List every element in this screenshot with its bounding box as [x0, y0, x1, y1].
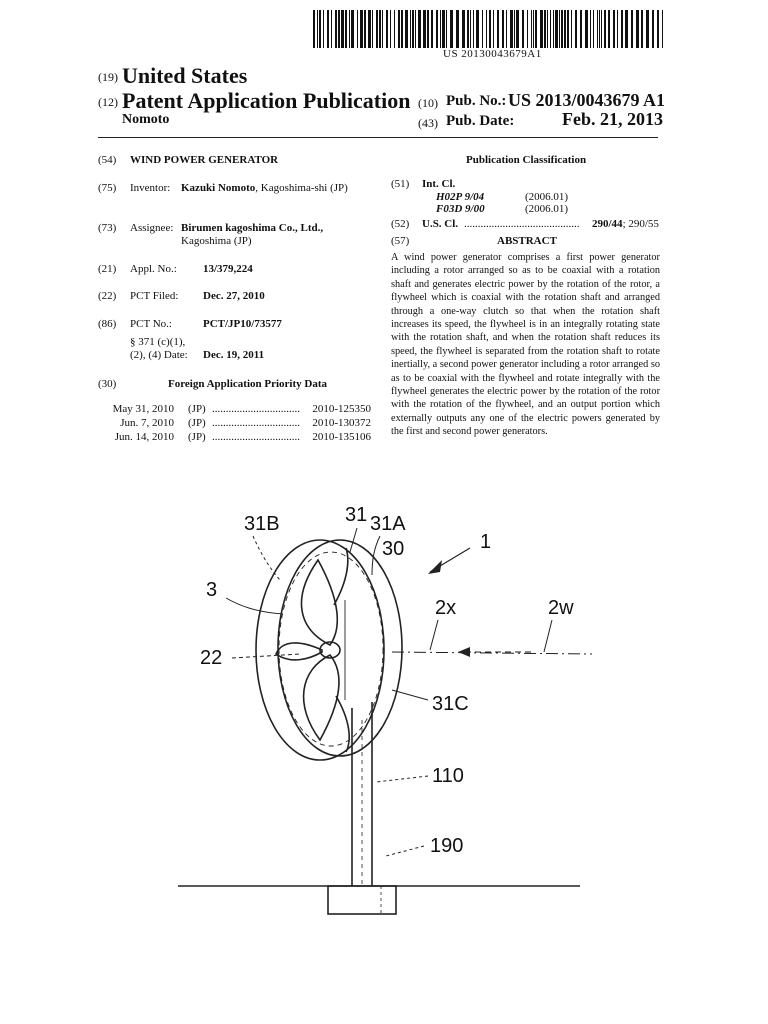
title-code: (54): [98, 154, 117, 166]
barcode-bar: [467, 10, 469, 48]
appl-no: 13/379,224: [203, 263, 253, 275]
label-3: 3: [206, 579, 218, 601]
barcode-bar: [599, 10, 600, 48]
barcode-bar: [564, 10, 566, 48]
barcode-bar: [379, 10, 381, 48]
blade-left: [276, 643, 322, 660]
barcode-bar: [575, 10, 577, 48]
assignee-location: Kagoshima (JP): [181, 235, 252, 247]
pub-date: Feb. 21, 2013: [562, 109, 663, 129]
barcode-bar: [510, 10, 513, 48]
pct-no-label: PCT No.:: [130, 318, 172, 330]
barcode-bar: [489, 10, 491, 48]
label-31: 31: [345, 504, 368, 526]
barcode-bar: [442, 10, 445, 48]
pct-no-code: (86): [98, 318, 117, 330]
barcode-bar: [657, 10, 659, 48]
abstract-title: ABSTRACT: [497, 235, 557, 247]
pct-no: PCT/JP10/73577: [203, 318, 282, 330]
barcode-bar: [405, 10, 408, 48]
barcode-bar: [431, 10, 433, 48]
label-110: 110: [432, 765, 464, 787]
pub-date-label: Pub. Date:: [446, 113, 515, 129]
priority-row: [98, 431, 371, 445]
barcode-bar: [625, 10, 628, 48]
appl-code: (21): [98, 263, 117, 275]
barcode-bar: [502, 10, 504, 48]
barcode-bar: [482, 10, 483, 48]
barcode-bar: [497, 10, 499, 48]
barcode-bar: [550, 10, 551, 48]
barcode-bar: [410, 10, 411, 48]
barcode-bar: [631, 10, 633, 48]
priority-row: [98, 403, 371, 417]
label-31B: 31B: [244, 513, 280, 535]
barcode-bar: [506, 10, 507, 48]
pub-no: US 2013/0043679 A1: [508, 90, 666, 110]
barcode-bar: [456, 10, 459, 48]
priority-row: [98, 417, 371, 431]
barcode-bar: [555, 10, 558, 48]
priority-title: Foreign Application Priority Data: [168, 378, 327, 390]
us-cl-secondary: ; 290/55: [622, 218, 659, 230]
label-2x: 2x: [435, 597, 457, 619]
barcode-bar: [317, 10, 318, 48]
priority-date: Jun. 14, 2010: [114, 430, 174, 443]
barcode-bar: [331, 10, 332, 48]
country: United States: [122, 63, 248, 88]
priority-number: 2010-130372: [312, 416, 371, 429]
int-class-code: F03D 9/00: [436, 203, 485, 215]
pct-filed-code: (22): [98, 290, 117, 302]
barcode-bar: [398, 10, 400, 48]
barcode-bar: [450, 10, 453, 48]
barcode-bar: [372, 10, 373, 48]
int-class-year: (2006.01): [525, 203, 569, 215]
barcode-bar: [423, 10, 426, 48]
inventor-field: [181, 182, 348, 196]
blade-bottom: [304, 655, 339, 740]
invention-title: WIND POWER GENERATOR: [130, 154, 279, 166]
barcode-bar: [646, 10, 649, 48]
barcode-bar: [567, 10, 569, 48]
barcode-bar: [436, 10, 438, 48]
priority-date: Jun. 7, 2010: [120, 416, 174, 429]
barcode-bar: [535, 10, 537, 48]
code-43: (43): [418, 116, 438, 130]
barcode-bar: [617, 10, 618, 48]
barcode-bar: [547, 10, 548, 48]
priority-country: (JP): [188, 416, 206, 429]
pct-filed-date: Dec. 27, 2010: [203, 290, 265, 302]
barcode-bar: [335, 10, 337, 48]
barcode-bar: [341, 10, 344, 48]
barcode-bar: [493, 10, 494, 48]
barcode-bar: [360, 10, 363, 48]
barcode-bar: [357, 10, 358, 48]
header-rule: [98, 137, 658, 138]
barcode-bar: [476, 10, 479, 48]
appl-label: Appl. No.:: [130, 263, 177, 275]
barcode-bar: [412, 10, 414, 48]
barcode-bar: [527, 10, 528, 48]
barcode-bar: [559, 10, 560, 48]
barcode-bar: [590, 10, 591, 48]
code-12: (12): [98, 95, 118, 109]
priority-date: May 31, 2010: [112, 403, 174, 415]
us-cl-values: [592, 218, 659, 232]
label-22: 22: [200, 647, 223, 669]
int-class-year: (2006.01): [525, 191, 569, 203]
blade-top: [301, 560, 337, 645]
barcode-bar: [516, 10, 519, 48]
barcode-bar: [601, 10, 602, 48]
barcode-bar: [571, 10, 572, 48]
label-31A: 31A: [370, 513, 406, 535]
barcode-bar: [608, 10, 610, 48]
abstract-code: (57): [391, 235, 410, 247]
barcode-bar: [514, 10, 515, 48]
barcode-bar: [345, 10, 347, 48]
barcode-bar: [349, 10, 350, 48]
barcode-bar: [323, 10, 324, 48]
priority-country: (JP): [188, 403, 206, 415]
barcode-bar: [440, 10, 441, 48]
barcode-bar: [585, 10, 588, 48]
barcode-bar: [382, 10, 383, 48]
barcode-bar: [561, 10, 563, 48]
us-cl-primary: 290/44: [592, 218, 623, 230]
barcode-bar: [427, 10, 429, 48]
barcode-bar: [597, 10, 598, 48]
inventor-label: Inventor:: [130, 182, 171, 194]
barcode-bar: [327, 10, 329, 48]
label-30: 30: [382, 538, 405, 560]
barcode-bar: [486, 10, 487, 48]
barcode-bar: [368, 10, 371, 48]
barcode-bar: [544, 10, 546, 48]
barcode-bar: [418, 10, 421, 48]
barcode-bar: [604, 10, 606, 48]
publication-type: Patent Application Publication: [122, 88, 411, 113]
inventor-surname: Nomoto: [122, 112, 170, 127]
label-31C: 31C: [432, 693, 469, 715]
barcode-bar: [593, 10, 594, 48]
us-cl-label: U.S. Cl.: [422, 218, 459, 230]
priority-number: 2010-125350: [312, 403, 371, 415]
us-cl-code: (52): [391, 218, 410, 230]
code-19: (19): [98, 70, 118, 84]
base-block: [328, 886, 396, 914]
priority-dots: ................................: [212, 416, 300, 429]
barcode-number: US 20130043679A1: [443, 48, 542, 60]
priority-table: [98, 403, 371, 444]
priority-dots: ................................: [212, 430, 300, 443]
barcode-bar: [553, 10, 554, 48]
int-class-code: H02P 9/04: [436, 191, 485, 203]
barcode-bar: [641, 10, 643, 48]
barcode-bar: [470, 10, 471, 48]
abstract-text: A wind power generator comprises a first power generator including a rotor arranged so as to be coaxial with a rotation shaft and generates electric power by the rotation of the rotor, a flywheel which is coaxial with the rotation shaft and arranged through a one-way clutch so that when the rotation shaft increases its speed, the flywheel is in an integrally rotating state with the rotation shaft, and when the rotation shaft reduces its speed, the flywheel is separated from the rotation shaft to rotate inertially, a second power generator including a rotor arranged so as to be coaxial with the flywheel and rotate integrally with the flywheel generates the electric power by the rotation of the rotor with the rotation of the flywheel, and an output portion which externally outputs any one of the electric powers generated by the first and second power generators.: [391, 252, 660, 438]
barcode-bar: [394, 10, 395, 48]
label-2w: 2w: [548, 597, 574, 619]
barcode-bar: [462, 10, 465, 48]
assignee-label: Assignee:: [130, 222, 174, 234]
barcode: [313, 10, 663, 48]
barcode-bar: [364, 10, 366, 48]
code-10: (10): [418, 96, 438, 110]
priority-dots: ................................: [212, 403, 300, 415]
pub-no-label: Pub. No.:: [446, 93, 507, 109]
label-190: 190: [430, 835, 464, 857]
barcode-bar: [338, 10, 340, 48]
barcode-bar: [415, 10, 416, 48]
patent-figure: [170, 490, 610, 930]
barcode-bar: [313, 10, 315, 48]
barcode-bar: [636, 10, 639, 48]
priority-country: (JP): [188, 430, 206, 443]
inventor-location: , Kagoshima-shi (JP): [255, 182, 348, 194]
barcode-bar: [522, 10, 524, 48]
assignee-code: (73): [98, 222, 117, 234]
barcode-bar: [533, 10, 534, 48]
barcode-bar: [390, 10, 391, 48]
s371-line1: § 371 (c)(1),: [130, 336, 186, 348]
barcode-bar: [446, 10, 447, 48]
barcode-bar: [386, 10, 388, 48]
barcode-bar: [580, 10, 582, 48]
barcode-bar: [376, 10, 378, 48]
barcode-bar: [613, 10, 615, 48]
us-cl-dots: ..........................................: [464, 218, 580, 230]
s371-line2: (2), (4) Date:: [130, 349, 188, 361]
inventor-name: Kazuki Nomoto: [181, 182, 256, 194]
barcode-bar: [621, 10, 623, 48]
barcode-bar: [652, 10, 654, 48]
rotation-axis: [392, 652, 592, 654]
barcode-bar: [662, 10, 663, 48]
int-cl-code: (51): [391, 178, 410, 190]
barcode-bar: [401, 10, 403, 48]
priority-number: 2010-135106: [312, 430, 371, 443]
barcode-bar: [473, 10, 474, 48]
pct-filed-label: PCT Filed:: [130, 290, 179, 302]
int-cl-label: Int. Cl.: [422, 178, 456, 190]
barcode-bar: [540, 10, 543, 48]
assignee-name: Birumen kagoshima Co., Ltd.,: [181, 222, 324, 234]
classification-title: Publication Classification: [466, 154, 587, 166]
s371-date: Dec. 19, 2011: [203, 349, 265, 361]
label-1: 1: [480, 531, 492, 553]
barcode-bar: [531, 10, 532, 48]
priority-code: (30): [98, 378, 117, 390]
barcode-bar: [319, 10, 321, 48]
barcode-bar: [351, 10, 354, 48]
inventor-code: (75): [98, 182, 117, 194]
